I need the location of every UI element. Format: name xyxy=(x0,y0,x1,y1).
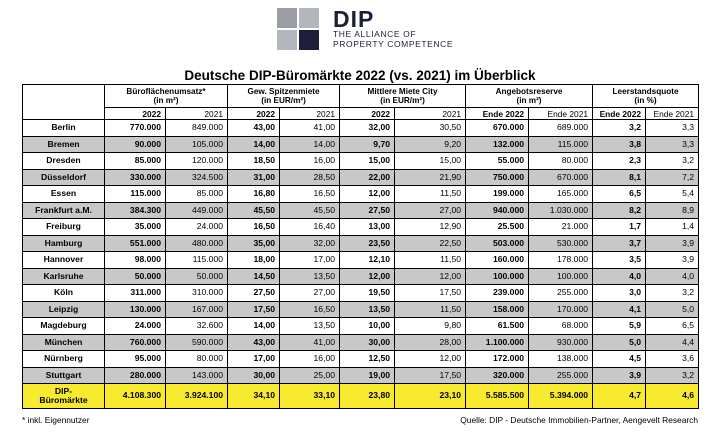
table-cell: 130.000 xyxy=(105,301,166,318)
source-note: Quelle: DIP - Deutsche Immobilien-Partner, Aengevelt Research xyxy=(460,415,698,425)
table-row xyxy=(23,219,699,236)
table-cell: 3,8 xyxy=(593,136,646,153)
table-cell: 16,50 xyxy=(228,219,280,236)
table-cell: 1.100.000 xyxy=(466,334,529,351)
table-cell: 95.000 xyxy=(105,351,166,368)
table-cell: 17,50 xyxy=(228,301,280,318)
table-cell: 4,7 xyxy=(593,384,646,409)
city-cell: Stuttgart xyxy=(23,367,105,384)
table-cell: 16,00 xyxy=(280,153,340,170)
table-cell: 3,2 xyxy=(593,120,646,137)
table-cell: 3,3 xyxy=(646,136,699,153)
table-cell: 503.000 xyxy=(466,235,529,252)
group-header: Büroflächenumsatz* (in m²) xyxy=(105,85,228,108)
table-cell: 30,00 xyxy=(340,334,395,351)
table-cell: 21,90 xyxy=(395,169,466,186)
city-cell: Hamburg xyxy=(23,235,105,252)
table-cell: 12,00 xyxy=(395,351,466,368)
table-cell: 3,5 xyxy=(593,252,646,269)
table-cell: 115.000 xyxy=(529,136,593,153)
table-cell: 115.000 xyxy=(166,252,228,269)
table-cell: 160.000 xyxy=(466,252,529,269)
table-cell: 4,0 xyxy=(646,268,699,285)
table-cell: 120.000 xyxy=(166,153,228,170)
table-cell: 6,5 xyxy=(646,318,699,335)
table-cell: 590.000 xyxy=(166,334,228,351)
table-cell: 170.000 xyxy=(529,301,593,318)
table-cell: 3,0 xyxy=(593,285,646,302)
city-cell: Hannover xyxy=(23,252,105,269)
table-cell: 13,50 xyxy=(280,268,340,285)
table-row xyxy=(23,351,699,368)
group-header: Angebotsreserve (in m²) xyxy=(466,85,593,108)
table-cell: 132.000 xyxy=(466,136,529,153)
city-cell: Leipzig xyxy=(23,301,105,318)
table-cell: 4,5 xyxy=(593,351,646,368)
table-cell: 3,9 xyxy=(593,367,646,384)
table-row xyxy=(23,367,699,384)
year-header: Ende 2022 xyxy=(593,108,646,120)
table-cell: 8,2 xyxy=(593,202,646,219)
group-header: Leerstandsquote (in %) xyxy=(593,85,699,108)
table-cell: 43,00 xyxy=(228,334,280,351)
city-cell: Karlsruhe xyxy=(23,268,105,285)
table-row xyxy=(23,334,699,351)
table-cell: 324.500 xyxy=(166,169,228,186)
city-cell: Bremen xyxy=(23,136,105,153)
table-cell: 55.000 xyxy=(466,153,529,170)
table-cell: 12,90 xyxy=(395,219,466,236)
table-cell: 32,00 xyxy=(340,120,395,137)
table-cell: 3,9 xyxy=(646,235,699,252)
table-cell: 18,00 xyxy=(228,252,280,269)
year-header: 2022 xyxy=(228,108,280,120)
table-cell: 12,00 xyxy=(340,268,395,285)
table-cell: 23,50 xyxy=(340,235,395,252)
footnote: * inkl. Eigennutzer xyxy=(22,415,90,425)
table-cell: 760.000 xyxy=(105,334,166,351)
table-cell: 9,70 xyxy=(340,136,395,153)
city-cell: Berlin xyxy=(23,120,105,137)
table-cell: 28,50 xyxy=(280,169,340,186)
year-header: 2021 xyxy=(280,108,340,120)
dip-logo-icon xyxy=(277,8,319,50)
table-cell: 43,00 xyxy=(228,120,280,137)
table-cell: 17,00 xyxy=(280,252,340,269)
table-cell: 33,10 xyxy=(280,384,340,409)
table-cell: 3,2 xyxy=(646,367,699,384)
table-row xyxy=(23,202,699,219)
table-cell: 19,50 xyxy=(340,285,395,302)
year-header: Ende 2021 xyxy=(529,108,593,120)
table-cell: 35.000 xyxy=(105,219,166,236)
table-cell: 34,10 xyxy=(228,384,280,409)
table-cell: 105.000 xyxy=(166,136,228,153)
table-cell: 19,00 xyxy=(340,367,395,384)
table-cell: 11,50 xyxy=(395,186,466,203)
table-cell: 17,00 xyxy=(228,351,280,368)
table-cell: 32.600 xyxy=(166,318,228,335)
table-cell: 138.000 xyxy=(529,351,593,368)
year-header: Ende 2022 xyxy=(466,108,529,120)
city-cell: Köln xyxy=(23,285,105,302)
table-cell: 3,2 xyxy=(646,153,699,170)
table-cell: 3,2 xyxy=(646,285,699,302)
table-cell: 41,00 xyxy=(280,334,340,351)
table-cell: 23,80 xyxy=(340,384,395,409)
office-market-table xyxy=(22,84,699,409)
table-cell: 10,00 xyxy=(340,318,395,335)
logo-tagline-1: THE ALLIANCE OF xyxy=(333,29,417,39)
table-cell: 100.000 xyxy=(529,268,593,285)
table-cell: 13,00 xyxy=(340,219,395,236)
table-cell: 4,0 xyxy=(593,268,646,285)
table-cell: 27,00 xyxy=(395,202,466,219)
table-cell: 45,50 xyxy=(228,202,280,219)
table-cell: 11,50 xyxy=(395,301,466,318)
table-cell: 22,00 xyxy=(340,169,395,186)
table-cell: 13,50 xyxy=(340,301,395,318)
table-cell: 199.000 xyxy=(466,186,529,203)
table-cell: 28,00 xyxy=(395,334,466,351)
table-cell: 310.000 xyxy=(166,285,228,302)
table-cell: 31,00 xyxy=(228,169,280,186)
table-cell: 158.000 xyxy=(466,301,529,318)
table-cell: 45,50 xyxy=(280,202,340,219)
table-cell: 255.000 xyxy=(529,367,593,384)
table-cell: 61.500 xyxy=(466,318,529,335)
table-cell: 3,6 xyxy=(646,351,699,368)
table-cell: 330.000 xyxy=(105,169,166,186)
table-row xyxy=(23,318,699,335)
table-cell: 85.000 xyxy=(166,186,228,203)
table-cell: 27,50 xyxy=(340,202,395,219)
city-header xyxy=(23,85,105,120)
year-header: 2021 xyxy=(395,108,466,120)
table-cell: 178.000 xyxy=(529,252,593,269)
table-cell: 930.000 xyxy=(529,334,593,351)
table-cell: 320.000 xyxy=(466,367,529,384)
table-cell: 50.000 xyxy=(166,268,228,285)
table-cell: 5,0 xyxy=(646,301,699,318)
table-cell: 15,00 xyxy=(340,153,395,170)
table-cell: 14,00 xyxy=(228,136,280,153)
group-header: Mittlere Miete City (in EUR/m²) xyxy=(340,85,466,108)
table-cell: 23,10 xyxy=(395,384,466,409)
table-cell: 750.000 xyxy=(466,169,529,186)
header-year-row xyxy=(23,108,699,120)
table-cell: 143.000 xyxy=(166,367,228,384)
table-cell: 849.000 xyxy=(166,120,228,137)
table-cell: 17,50 xyxy=(395,285,466,302)
city-cell: München xyxy=(23,334,105,351)
header-group-row xyxy=(23,85,699,108)
total-label: DIP- Büromärkte xyxy=(23,384,105,409)
table-cell: 98.000 xyxy=(105,252,166,269)
table-cell: 41,00 xyxy=(280,120,340,137)
table-cell: 5,9 xyxy=(593,318,646,335)
city-cell: Essen xyxy=(23,186,105,203)
table-row xyxy=(23,169,699,186)
city-cell: Dresden xyxy=(23,153,105,170)
table-cell: 311.000 xyxy=(105,285,166,302)
city-cell: Freiburg xyxy=(23,219,105,236)
table-cell: 18,50 xyxy=(228,153,280,170)
table-cell: 4,1 xyxy=(593,301,646,318)
table-cell: 3,9 xyxy=(646,252,699,269)
table-cell: 384.300 xyxy=(105,202,166,219)
table-cell: 50.000 xyxy=(105,268,166,285)
table-cell: 22,50 xyxy=(395,235,466,252)
table-row xyxy=(23,120,699,137)
table-row xyxy=(23,186,699,203)
city-cell: Nürnberg xyxy=(23,351,105,368)
table-cell: 35,00 xyxy=(228,235,280,252)
table-cell: 12,10 xyxy=(340,252,395,269)
city-cell: Düsseldorf xyxy=(23,169,105,186)
table-row xyxy=(23,285,699,302)
table-cell: 1,4 xyxy=(646,219,699,236)
table-cell: 3.924.100 xyxy=(166,384,228,409)
table-cell: 16,00 xyxy=(280,351,340,368)
table-cell: 5.394.000 xyxy=(529,384,593,409)
table-cell: 2,3 xyxy=(593,153,646,170)
table-cell: 5,0 xyxy=(593,334,646,351)
table-cell: 14,00 xyxy=(228,318,280,335)
table-cell: 68.000 xyxy=(529,318,593,335)
year-header: Ende 2021 xyxy=(646,108,699,120)
group-header: Gew. Spitzenmiete (in EUR/m²) xyxy=(228,85,340,108)
table-row xyxy=(23,136,699,153)
table-row xyxy=(23,268,699,285)
table-cell: 17,50 xyxy=(395,367,466,384)
table-cell: 6,5 xyxy=(593,186,646,203)
table-row xyxy=(23,235,699,252)
table-cell: 30,50 xyxy=(395,120,466,137)
table-cell: 80.000 xyxy=(529,153,593,170)
table-cell: 16,40 xyxy=(280,219,340,236)
table-cell: 21.000 xyxy=(529,219,593,236)
table-cell: 30,00 xyxy=(228,367,280,384)
table-cell: 280.000 xyxy=(105,367,166,384)
table-cell: 100.000 xyxy=(466,268,529,285)
city-cell: Magdeburg xyxy=(23,318,105,335)
year-header: 2021 xyxy=(166,108,228,120)
table-cell: 4,4 xyxy=(646,334,699,351)
table-cell: 25,00 xyxy=(280,367,340,384)
table-cell: 1.030.000 xyxy=(529,202,593,219)
table-cell: 85.000 xyxy=(105,153,166,170)
table-cell: 530.000 xyxy=(529,235,593,252)
table-cell: 115.000 xyxy=(105,186,166,203)
table-row xyxy=(23,301,699,318)
table-cell: 90.000 xyxy=(105,136,166,153)
table-cell: 14,00 xyxy=(280,136,340,153)
table-body xyxy=(23,120,699,384)
table-title: Deutsche DIP-Büromärkte 2022 (vs. 2021) im Überblick xyxy=(184,68,536,83)
table-cell: 3,3 xyxy=(646,120,699,137)
table-cell: 3,7 xyxy=(593,235,646,252)
table-cell: 12,50 xyxy=(340,351,395,368)
table-cell: 9,80 xyxy=(395,318,466,335)
table-cell: 11,50 xyxy=(395,252,466,269)
table-cell: 25.500 xyxy=(466,219,529,236)
year-header: 2022 xyxy=(340,108,395,120)
logo-tagline-2: PROPERTY COMPETENCE xyxy=(333,38,454,49)
table-cell: 27,50 xyxy=(228,285,280,302)
table-cell: 167.000 xyxy=(166,301,228,318)
year-header: 2022 xyxy=(105,108,166,120)
table-cell: 80.000 xyxy=(166,351,228,368)
table-cell: 32,00 xyxy=(280,235,340,252)
table-cell: 4,6 xyxy=(646,384,699,409)
table-cell: 12,00 xyxy=(395,268,466,285)
table-cell: 9,20 xyxy=(395,136,466,153)
table-cell: 24.000 xyxy=(105,318,166,335)
table-cell: 16,50 xyxy=(280,301,340,318)
table-cell: 1,7 xyxy=(593,219,646,236)
table-row xyxy=(23,252,699,269)
table-cell: 12,00 xyxy=(340,186,395,203)
table-cell: 13,50 xyxy=(280,318,340,335)
table-cell: 4.108.300 xyxy=(105,384,166,409)
table-cell: 27,00 xyxy=(280,285,340,302)
table-cell: 172.000 xyxy=(466,351,529,368)
table-cell: 670.000 xyxy=(466,120,529,137)
table-cell: 15,00 xyxy=(395,153,466,170)
table-cell: 551.000 xyxy=(105,235,166,252)
table-cell: 16,80 xyxy=(228,186,280,203)
logo-name: DIP xyxy=(333,6,375,32)
table-cell: 940.000 xyxy=(466,202,529,219)
table-cell: 5,4 xyxy=(646,186,699,203)
city-cell: Frankfurt a.M. xyxy=(23,202,105,219)
dip-logo xyxy=(277,8,477,52)
table-cell: 5.585.500 xyxy=(466,384,529,409)
table-cell: 8,9 xyxy=(646,202,699,219)
table-cell: 255.000 xyxy=(529,285,593,302)
table-cell: 689.000 xyxy=(529,120,593,137)
total-row xyxy=(23,384,699,409)
table-cell: 449.000 xyxy=(166,202,228,219)
table-cell: 24.000 xyxy=(166,219,228,236)
table-cell: 770.000 xyxy=(105,120,166,137)
table-cell: 239.000 xyxy=(466,285,529,302)
table-cell: 480.000 xyxy=(166,235,228,252)
table-cell: 16,50 xyxy=(280,186,340,203)
table-cell: 14,50 xyxy=(228,268,280,285)
table-cell: 7,2 xyxy=(646,169,699,186)
table-cell: 165.000 xyxy=(529,186,593,203)
table-row xyxy=(23,153,699,170)
table-cell: 8,1 xyxy=(593,169,646,186)
table-cell: 670.000 xyxy=(529,169,593,186)
